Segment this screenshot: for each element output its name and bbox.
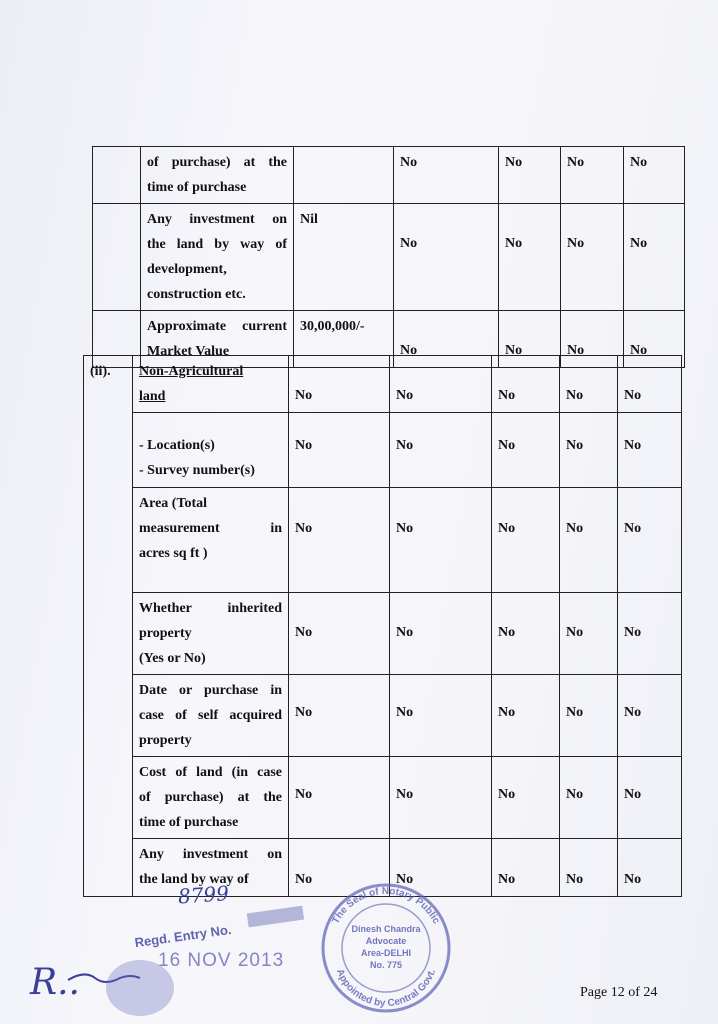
description-line: Cost of land (in case: [139, 765, 282, 780]
col-cell: No: [560, 356, 618, 413]
value-cell: No: [289, 757, 390, 839]
col-cell: No: [390, 356, 492, 413]
notary-seal: [323, 885, 449, 1011]
table-row: [84, 757, 682, 839]
value-cell: [294, 147, 394, 204]
col-cell: No: [390, 488, 492, 593]
table-row: [84, 356, 682, 413]
col-cell: No: [390, 839, 492, 897]
description-line: of purchase) at the: [147, 155, 287, 170]
col-cell: No: [492, 593, 560, 675]
table-row: [84, 413, 682, 488]
handwritten-number: 8799: [177, 881, 230, 909]
seal-number: No. 775: [369, 960, 403, 970]
description-line: property: [139, 733, 192, 748]
col-cell: No: [560, 839, 618, 897]
col-cell: No: [560, 413, 618, 488]
value-cell: No: [289, 593, 390, 675]
description-cell: [141, 147, 294, 204]
description-cell: [133, 413, 289, 488]
table-row: [84, 675, 682, 757]
col-cell: No: [560, 593, 618, 675]
description-line: Any investment on: [147, 212, 287, 227]
entry-stamp: Regd. Entry No.: [133, 921, 233, 951]
col-cell: No: [618, 675, 682, 757]
col-cell: No: [561, 311, 624, 368]
col-cell: No: [390, 757, 492, 839]
description-line: the land by way of: [139, 872, 249, 887]
col-cell: No: [394, 204, 499, 311]
assets-table-upper: [92, 146, 685, 368]
col-cell: No: [618, 757, 682, 839]
description-line: - Location(s): [139, 438, 215, 453]
col-cell: No: [492, 488, 560, 593]
col-cell: No: [561, 147, 624, 204]
description-cell: [133, 675, 289, 757]
value-cell: No: [289, 413, 390, 488]
description-cell: [133, 356, 289, 413]
col-cell: No: [618, 839, 682, 897]
description-line: Any investment on: [139, 847, 282, 862]
col-cell: No: [492, 413, 560, 488]
description-line: Market Value: [147, 344, 230, 359]
col-cell: No: [390, 413, 492, 488]
col-cell: No: [561, 204, 624, 311]
description-line: - Survey number(s): [139, 463, 255, 478]
seal-outer-text: The Seal of Notary Public: [330, 885, 442, 926]
col-cell: No: [618, 413, 682, 488]
page-number: Page 12 of 24: [580, 985, 658, 1000]
table-row: [84, 488, 682, 593]
section-label-cell: (ii).: [84, 356, 133, 897]
serial-cell: [93, 147, 141, 204]
col-cell: No: [492, 675, 560, 757]
description-line: measurement in: [139, 521, 282, 536]
col-cell: No: [624, 204, 685, 311]
col-cell: No: [492, 839, 560, 897]
col-cell: No: [499, 204, 561, 311]
col-cell: No: [618, 356, 682, 413]
col-cell: No: [499, 147, 561, 204]
serial-cell: [93, 204, 141, 311]
description-line: acres sq ft ): [139, 546, 208, 561]
seal-title: Advocate: [365, 936, 407, 946]
col-cell: No: [492, 757, 560, 839]
description-cell: [141, 204, 294, 311]
description-line: time of purchase: [139, 815, 239, 830]
value-cell: Nil: [294, 204, 394, 311]
col-cell: No: [499, 311, 561, 368]
col-cell: No: [390, 593, 492, 675]
table-row: [93, 204, 685, 311]
value-cell: No: [289, 675, 390, 757]
col-cell: No: [390, 675, 492, 757]
description-cell: [133, 757, 289, 839]
col-cell: No: [618, 488, 682, 593]
col-cell: No: [394, 147, 499, 204]
col-cell: No: [618, 593, 682, 675]
signature-text: R..: [30, 962, 80, 1003]
seal-area: Area-DELHI: [360, 948, 412, 958]
description-line: Approximate current: [147, 319, 287, 334]
value-cell: No: [289, 356, 390, 413]
signature: [29, 960, 174, 1016]
section-heading: land: [139, 389, 166, 404]
description-line: the land by way of: [147, 237, 287, 252]
entry-stamp-fill: [247, 906, 304, 928]
col-cell: No: [560, 488, 618, 593]
svg-text:The Seal of Notary Public: [330, 886, 442, 926]
description-line: of purchase) at the: [139, 790, 282, 805]
description-line: development,: [147, 262, 227, 277]
description-line: time of purchase: [147, 180, 247, 195]
thumb-impression: [106, 960, 174, 1016]
description-line: Whether inherited: [139, 601, 282, 616]
section-heading: Non-Agricultural: [139, 364, 244, 379]
description-cell: [133, 488, 289, 593]
col-cell: No: [624, 311, 685, 368]
col-cell: No: [560, 757, 618, 839]
table-row: [93, 147, 685, 204]
col-cell: No: [624, 147, 685, 204]
table-row: [84, 593, 682, 675]
description-line: case of self acquired: [139, 708, 282, 723]
date-stamp: 16 NOV 2013: [158, 950, 285, 971]
value-cell: No: [289, 488, 390, 593]
col-cell: No: [492, 356, 560, 413]
description-line: construction etc.: [147, 287, 246, 302]
value-cell: 30,00,000/-: [294, 311, 394, 368]
description-line: Date or purchase in: [139, 683, 282, 698]
col-cell: No: [560, 675, 618, 757]
seal-name: Dinesh Chandra: [351, 924, 421, 934]
description-cell: [133, 593, 289, 675]
assets-table-lower: [83, 355, 682, 897]
seal-bottom-text: Appointed by Central Govt.: [333, 967, 439, 1010]
description-line: (Yes or No): [139, 651, 206, 666]
description-line: Area (Total: [139, 496, 208, 511]
col-cell: No: [394, 311, 499, 368]
value-cell: No: [289, 839, 390, 897]
description-line: property: [139, 626, 192, 641]
